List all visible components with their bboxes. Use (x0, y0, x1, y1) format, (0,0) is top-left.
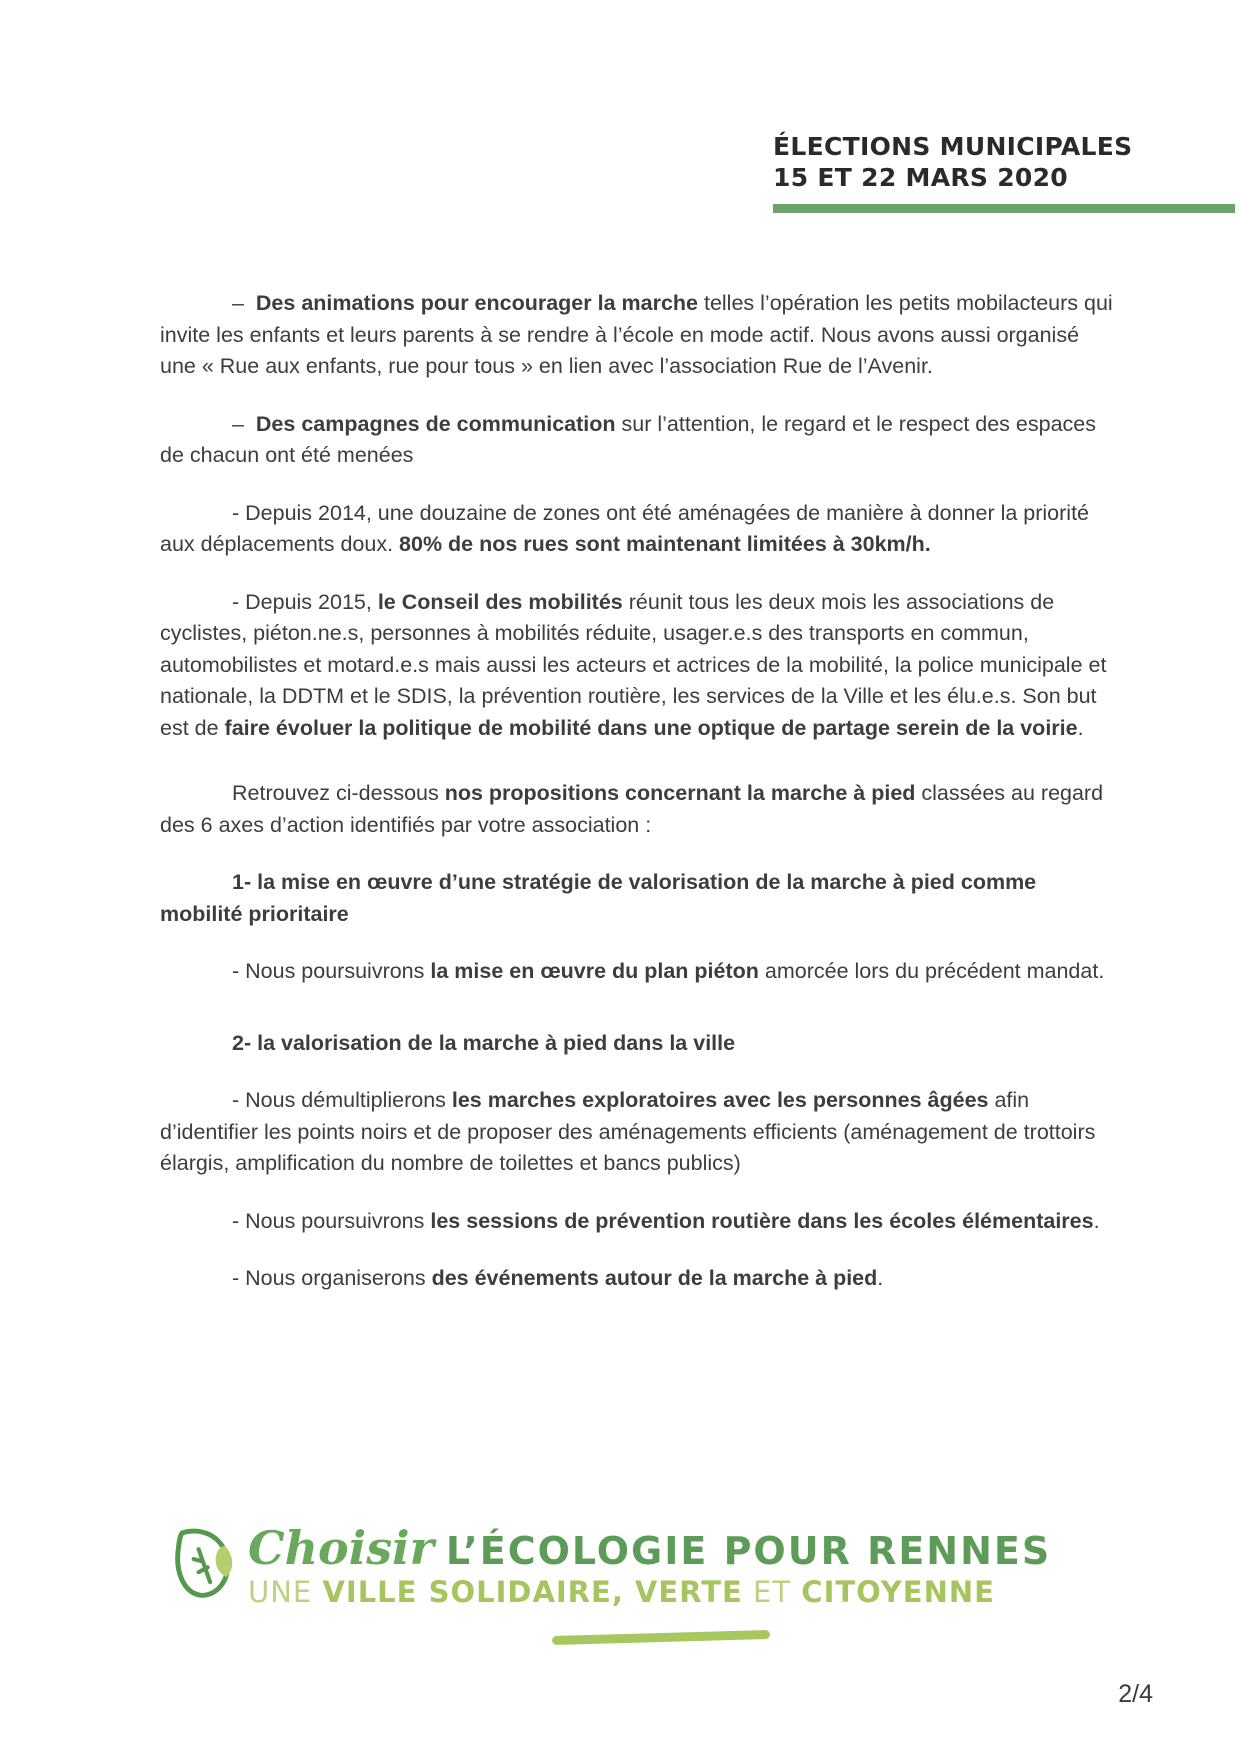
document-header (773, 131, 1132, 193)
text-run: réunit tous les deux mois les associations de cyclistes, piéton.ne.s, personnes à mobilités réduite, usager.e.s des transports en commun, automobilistes et motard.e.s mais aussi les acteurs et actrices de la mobilité, la police municipale et nationale, la DDTM et le SDIS, la prévention routière, les services de la Ville et les élu.e.s. Son but est de (160, 589, 1107, 740)
text-run: afin d’identifier les points noirs et de proposer des aménagements efficients (aménagement de trottoirs élargis, amplification du nombre de toilettes et bancs publics) (160, 1088, 1096, 1175)
text-run: les marches exploratoires avec les personnes âgées (451, 1088, 989, 1112)
text-run: faire évoluer la politique de mobilité dans une optique de partage serein de la voirie (224, 715, 1078, 740)
text-run: – (232, 411, 256, 436)
paragraph (160, 867, 1120, 930)
logo-script-word: Choisir (248, 1521, 434, 1575)
text-run: - Nous poursuivrons (232, 959, 431, 983)
text-run: amorcée lors du précédent mandat. (758, 959, 1105, 983)
text-run: - Nous démultiplierons (232, 1088, 452, 1112)
text-run: nos propositions concernant la marche à pied (444, 781, 916, 805)
text-run: 80% de nos rues sont maintenant limitées à 30km/h. (399, 532, 931, 556)
page-number: 2/4 (1118, 1680, 1153, 1708)
paragraph (160, 1028, 1120, 1060)
paragraph (160, 587, 1120, 745)
text-run: les sessions de prévention routière dans les écoles élémentaires (430, 1208, 1094, 1233)
paragraph (160, 1085, 1120, 1180)
text-run: . (877, 1266, 884, 1290)
text-run: . (1093, 1208, 1100, 1233)
paragraph (160, 409, 1120, 472)
logo-subtitle-run: VILLE SOLIDAIRE, VERTE (322, 1575, 743, 1609)
text-run: - Depuis 2014, une douzaine de zones ont été aménagées de manière à donner la priorité aux déplacements doux. (160, 500, 1089, 556)
text-run: - Depuis 2015, (232, 589, 378, 614)
text-run: telles l’opération les petits mobilacteurs qui invite les enfants et leurs parents à se rendre à l’école en mode actif. Nous avons aussi organisé une « Rue aux enfants, rue pour tous » en lien avec l’association Rue de l’Avenir. (160, 291, 1113, 378)
logo-subtitle-run: ET (742, 1575, 802, 1609)
logo-text (248, 1521, 1052, 1609)
logo-subtitle-run: CITOYENNE (801, 1575, 995, 1609)
text-run: des événements autour de la marche à pied (431, 1266, 878, 1290)
paragraph (160, 1206, 1120, 1238)
text-run: - Nous organiserons (232, 1266, 432, 1290)
text-run: sur l’attention, le regard et le respect des espaces de chacun ont été menées (160, 411, 1096, 467)
campaign-logo (174, 1521, 1052, 1609)
text-run: Des campagnes de communication (255, 411, 616, 436)
leaf-icon (174, 1524, 238, 1604)
text-run: - Nous poursuivrons (232, 1208, 431, 1233)
text-run: le Conseil des mobilités (377, 589, 623, 614)
header-accent-bar (773, 204, 1235, 213)
document-body (160, 288, 1120, 1321)
paragraph (160, 288, 1120, 383)
text-run: . (1077, 715, 1084, 740)
text-run: classées au regard des 6 axes d’action identifiés par votre association : (160, 781, 1104, 837)
header-title-line2: 15 ET 22 MARS 2020 (773, 163, 1068, 192)
text-run: Retrouvez ci-dessous (232, 781, 445, 805)
text-run: – (232, 291, 256, 315)
text-run: Des animations pour encourager la marche (255, 291, 698, 315)
logo-subtitle-run: UNE (248, 1575, 323, 1609)
paragraph (160, 956, 1120, 988)
paragraph (160, 778, 1120, 841)
logo-line1 (248, 1521, 1052, 1575)
text-run: la mise en œuvre du plan piéton (430, 959, 759, 983)
paragraph (160, 1263, 1120, 1295)
text-run: 1- la mise en œuvre d’une stratégie de valorisation de la marche à pied comme mobilité prioritaire (160, 870, 1037, 926)
logo-underline-stroke (552, 1630, 770, 1645)
paragraph (160, 498, 1120, 561)
text-run: 2- la valorisation de la marche à pied dans la ville (232, 1030, 736, 1055)
logo-subtitle (248, 1575, 1051, 1609)
header-title-line1: ÉLECTIONS MUNICIPALES (773, 132, 1133, 161)
logo-title: L’ÉCOLOGIE POUR RENNES (445, 1529, 1052, 1573)
